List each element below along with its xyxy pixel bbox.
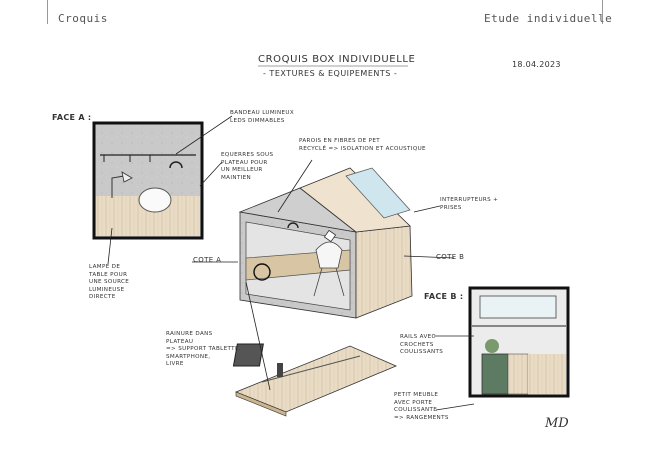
note-line: AVEC PORTE bbox=[394, 399, 433, 406]
note-line: PLATEAU POUR bbox=[221, 159, 268, 166]
box-isometric-view bbox=[240, 168, 412, 318]
face-b-label: FACE B : bbox=[424, 292, 464, 301]
note-rails bbox=[400, 334, 443, 357]
note-line: RECYCLÉ => ISOLATION ET ACOUSTIQUE bbox=[299, 145, 426, 152]
note-line: LIVRE bbox=[166, 361, 184, 368]
note-line: DIRECTE bbox=[89, 294, 116, 301]
note-line: LEDS DIMMABLES bbox=[230, 117, 285, 124]
sketch-date: 18.04.2023 bbox=[512, 60, 561, 69]
note-equerres bbox=[221, 152, 273, 182]
note-line: CROCHETS bbox=[400, 341, 434, 348]
note-line: TABLE POUR bbox=[89, 271, 128, 278]
note-line: LUMINEUSE bbox=[89, 286, 125, 293]
note-line: COULISSANTS bbox=[400, 349, 444, 356]
note-line: INTERRUPTEURS + bbox=[440, 197, 499, 203]
note-line: LAMPE DE bbox=[89, 264, 121, 270]
face-a-label: FACE A : bbox=[52, 113, 92, 122]
note-parois bbox=[299, 138, 426, 153]
face-a-view bbox=[94, 123, 202, 238]
sketch-title: CROQUIS BOX INDIVIDUELLE bbox=[258, 54, 416, 65]
note-line: RAILS AVEC bbox=[400, 334, 436, 340]
note-line: => SUPPORT TABLETTE, bbox=[166, 346, 241, 353]
note-line: COULISSANTE bbox=[394, 407, 438, 414]
note-interrupteurs bbox=[440, 197, 498, 212]
note-line: PAROIS EN FIBRES DE PET bbox=[299, 138, 381, 144]
face-b-view bbox=[470, 288, 568, 396]
note-line: BANDEAU LUMINEUX bbox=[230, 110, 295, 116]
note-line: RAINURE DANS bbox=[166, 331, 213, 337]
note-line: UNE SOURCE bbox=[89, 279, 130, 286]
note-lampe bbox=[89, 264, 129, 302]
table-detail-sketch bbox=[233, 344, 396, 416]
note-line: PETIT MEUBLE bbox=[394, 392, 439, 398]
signature: MD bbox=[545, 416, 569, 431]
header-left-label: Croquis bbox=[58, 12, 108, 25]
cote-b-label: COTE B bbox=[436, 253, 465, 261]
note-bandeau bbox=[230, 110, 294, 125]
cote-a-label: COTE A bbox=[193, 256, 222, 264]
note-line: PLATEAU bbox=[166, 338, 194, 345]
header-right-label: Etude individuelle bbox=[484, 12, 613, 25]
note-line: UN MEILLEUR bbox=[221, 167, 263, 174]
note-line: SMARTPHONE, bbox=[166, 353, 211, 360]
sketch-subtitle: - TEXTURES & EQUIPEMENTS - bbox=[263, 69, 398, 78]
note-line: => RANGEMENTS bbox=[394, 414, 449, 421]
note-line: MAINTIEN bbox=[221, 174, 252, 181]
note-rainure bbox=[166, 331, 241, 369]
note-line: PRISES bbox=[440, 204, 462, 211]
note-line: EQUERRES SOUS bbox=[221, 152, 274, 158]
note-meuble bbox=[394, 392, 449, 422]
